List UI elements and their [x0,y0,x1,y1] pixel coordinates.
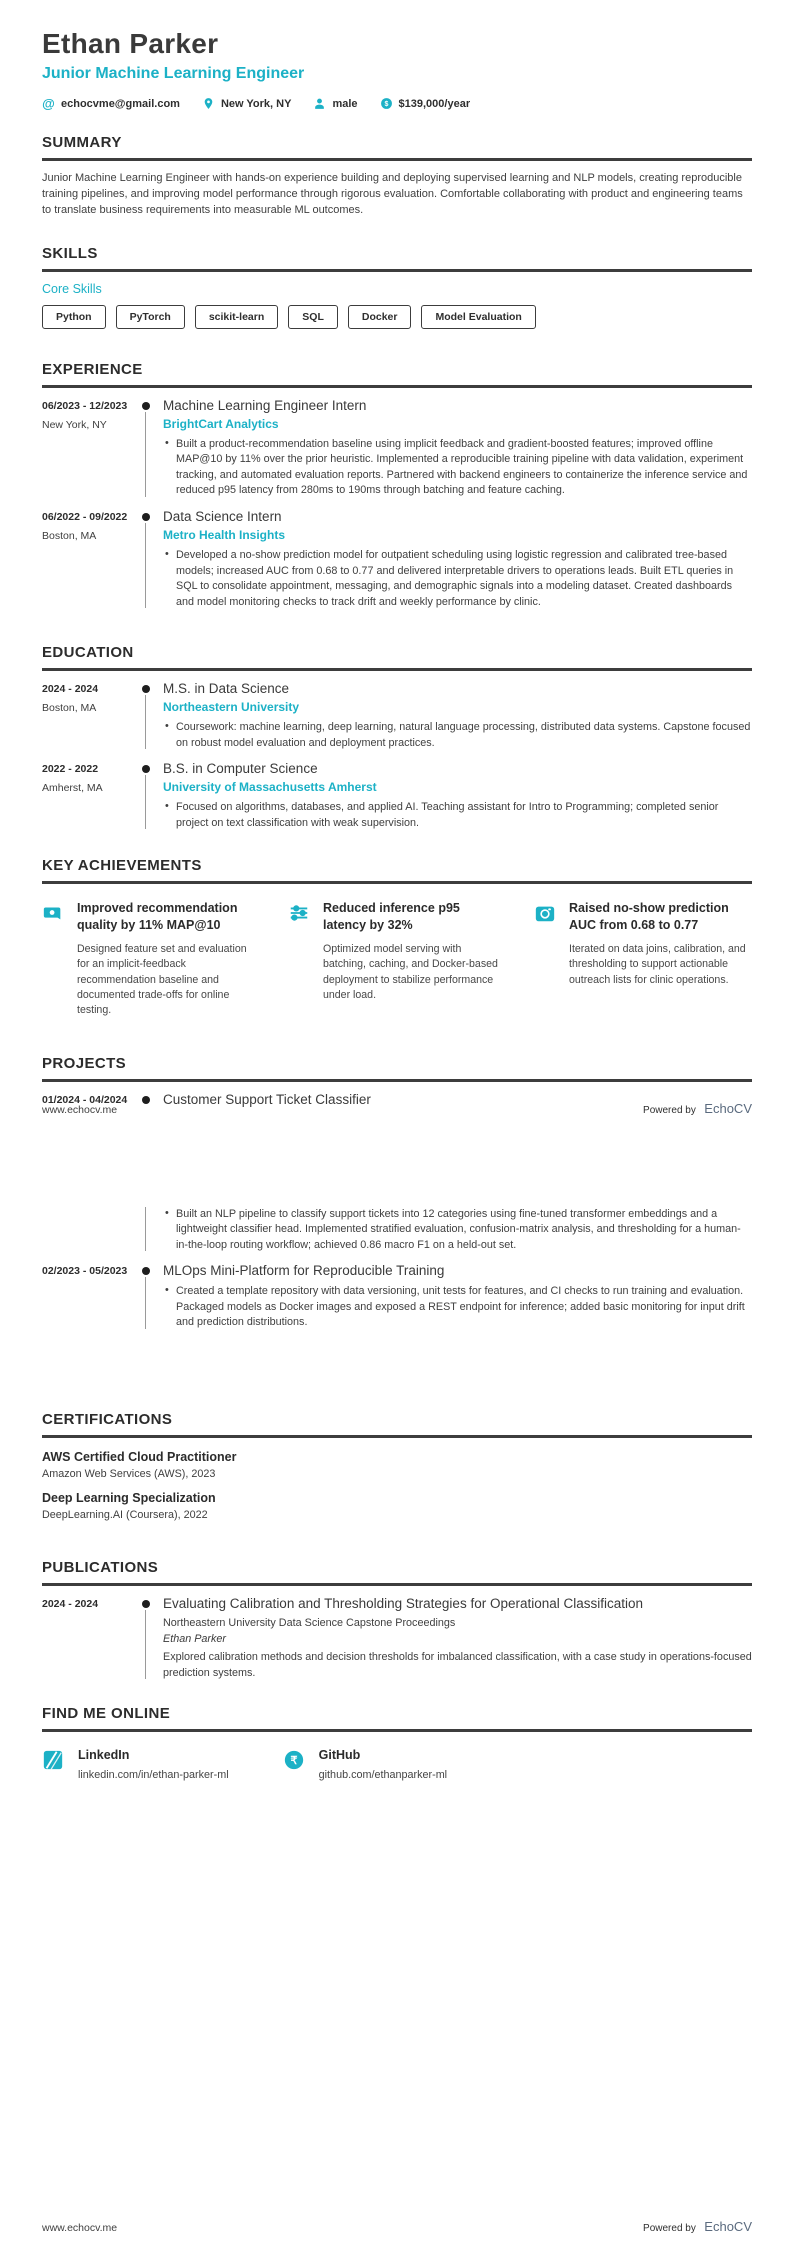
entry-location: Amherst, MA [42,782,103,795]
entry-bullet: • Developed a no-show prediction model for outpatient scheduling using logistic regression and calibrated tree-based models; increased AUC from 0.68 to 0.77 and delivered interpretable drivers to operations leads. Built ETL queries in SQL to consolidate appointment, messaging, and demographic signals into a modeling dataset. Created dashboards and model monitoring checks to track drift and weekly performance by clinic. [163,548,752,610]
projects-heading: PROJECTS [42,1055,752,1082]
publication-entry [42,1596,752,1681]
timeline-line [140,1207,155,1254]
education-entry [42,681,752,751]
skills-heading: SKILLS [42,245,752,272]
page1-footer [42,1100,752,1118]
entry-dates: 2022 - 2022 [42,763,99,776]
contact-email-text: echocvme@gmail.com [61,97,180,110]
project-bullet: • Built an NLP pipeline to classify support tickets into 12 categories using fine-tuned transformer embeddings and a lightweight classifier head. Implemented stratified evaluation, confusion-matrix analysis, and thresholding for a human-in-the-loop routing workflow; achieved 0.86 macro F1 on a held-out set. [163,1207,752,1254]
cash-icon [42,900,66,1018]
experience-section [42,361,752,610]
brand-link[interactable]: EchoCV [704,2219,752,2234]
entry-dates: 2024 - 2024 [42,1597,99,1610]
svg-text:₹: ₹ [290,1755,298,1768]
certification-item [42,1491,752,1521]
summary-section [42,134,752,219]
publications-section [42,1559,752,1681]
skill-chip: SQL [288,305,338,329]
entry-dates: 01/2024 - 04/2024 [42,1093,128,1106]
social-link-url[interactable]: linkedin.com/in/ethan-parker-ml [78,1769,229,1782]
skills-section [42,245,752,329]
job-title: Junior Machine Learning Engineer [42,65,305,82]
timeline-marker [140,1596,155,1681]
skill-chip: Docker [348,305,412,329]
experience-entry [42,509,752,610]
achievement-title: Reduced inference p95 latency by 32% [323,901,460,932]
achievement-text: Optimized model serving with batching, caching, and Docker-based deployment to stabilize performance under load. [323,942,498,1001]
certification-issuer: Amazon Web Services (AWS), 2023 [42,1467,216,1480]
contact-salary [380,97,471,110]
powered-by-label: Powered by [643,1105,696,1116]
skill-chip: Python [42,305,106,329]
location-icon [202,97,215,110]
social-link-github[interactable] [283,1748,512,1781]
projects-section [42,1055,752,1331]
achievement-title: Improved recommendation quality by 11% MAP@10 [77,901,238,932]
degree-title: M.S. in Data Science [163,681,290,697]
publication-description: Explored calibration methods and decision thresholds for imbalanced classification, with a case study in operations-focused prediction systems. [163,1650,752,1679]
certification-name: Deep Learning Specialization [42,1490,216,1505]
experience-heading: EXPERIENCE [42,361,752,388]
entry-bullet: • Built a product-recommendation baseline using implicit feedback and gradient-boosted features; improved offline MAP@10 by 11% over the prior heuristic. Implemented a reproducible training pipeline with data validation, experiment tracking, and automated evaluation reports. Partnered with backend engineers to containerize the inference service and reduced p95 latency from 280ms to 190ms through batching and feature caching. [163,437,752,499]
contact-gender [313,97,357,110]
resume-header [42,28,752,110]
entry-location: New York, NY [42,418,107,431]
find-me-online-heading: FIND ME ONLINE [42,1705,752,1732]
school-name: University of Massachusetts Amherst [163,780,377,795]
page2-footer [42,2218,752,2236]
salary-icon [380,97,393,110]
sliders-icon [288,900,312,1018]
project-title: Customer Support Ticket Classifier [163,1091,371,1107]
entry-dates: 06/2023 - 12/2023 [42,399,128,412]
social-link-url[interactable]: github.com/ethanparker-ml [318,1769,448,1782]
camera-icon [534,900,558,1018]
powered-by-label: Powered by [643,2223,696,2234]
entry-dates: 02/2023 - 05/2023 [42,1265,128,1278]
footer-site-link[interactable]: www.echocv.me [42,2222,118,2234]
entry-bullet: • Focused on algorithms, databases, and applied AI. Teaching assistant for Intro to Programming; completed senior project on text classification with weak supervision. [163,800,752,831]
achievement-title: Raised no-show prediction AUC from 0.68 to 0.77 [569,901,729,932]
linkedin-icon [42,1748,66,1781]
achievement-text: Designed feature set and evaluation for an implicit-feedback recommendation baseline and documented trade-offs for online testing. [77,942,247,1017]
skill-chip: PyTorch [116,305,185,329]
social-link-linkedin[interactable] [42,1748,271,1781]
entry-dates: 06/2022 - 09/2022 [42,511,128,523]
certification-item [42,1450,752,1480]
page-break-spacer [42,1107,752,1207]
person-icon [313,97,326,110]
achievement-item [42,900,260,1018]
achievement-text: Iterated on data joins, calibration, and thresholding to support actionable outreach lists for clinic operations. [569,942,746,986]
contact-location [202,97,292,110]
timeline-marker [140,398,155,499]
project-entry [42,1263,752,1331]
entry-company: BrightCart Analytics [163,416,279,431]
at-icon: @ [42,96,55,111]
key-achievements-section [42,857,752,1018]
entry-title: Data Science Intern [163,509,282,524]
project-entry-continued [42,1207,752,1254]
project-bullet: • Created a template repository with data versioning, unit tests for features, and CI checks to run training and evaluation. Packaged models as Docker images and exposed a REST endpoint for inference; added basic monitoring for input drift and prediction distributions. [163,1284,752,1331]
github-icon [283,1748,307,1781]
publication-title: Evaluating Calibration and Thresholding Strategies for Operational Classification [163,1595,644,1611]
certifications-section [42,1411,752,1521]
education-entry [42,761,752,831]
skill-chip: Model Evaluation [421,305,535,329]
entry-dates: 2024 - 2024 [42,683,99,696]
certification-name: AWS Certified Cloud Practitioner [42,1449,237,1464]
contact-email[interactable] [42,97,180,110]
achievements-grid [42,900,752,1018]
publications-heading: PUBLICATIONS [42,1559,752,1586]
entry-company: Metro Health Insights [163,528,286,542]
footer-site-link[interactable]: www.echocv.me [42,1104,118,1116]
contact-location-text: New York, NY [220,97,292,110]
entry-location: Boston, MA [42,702,97,715]
certifications-heading: CERTIFICATIONS [42,1411,752,1438]
entry-title: Machine Learning Engineer Intern [163,397,367,413]
social-link-label: LinkedIn [78,1748,130,1763]
social-link-label: GitHub [318,1748,361,1763]
timeline-marker [140,509,155,610]
timeline-marker [140,1263,155,1331]
contact-salary-text: $139,000/year [398,97,471,110]
project-title: MLOps Mini-Platform for Reproducible Training [163,1263,445,1279]
education-heading: EDUCATION [42,644,752,671]
person-name: Ethan Parker [42,28,219,59]
contact-gender-text: male [332,97,358,110]
find-me-online-section [42,1705,752,1781]
achievement-item [288,900,506,1018]
summary-text: Junior Machine Learning Engineer with hands-on experience building and deploying supervised learning and NLP models, creating reproducible training pipelines, and improving model performance through rigorous evaluation. Comfortable collaborating with product and engineering teams to translate business requirements into measurable ML outcomes. [42,172,743,216]
entry-location: Boston, MA [42,530,97,542]
education-section [42,644,752,831]
certification-issuer: DeepLearning.AI (Coursera), 2022 [42,1508,208,1521]
publication-venue: Northeastern University Data Science Capstone Proceedings [163,1616,456,1629]
publication-authors: Ethan Parker [163,1632,227,1645]
timeline-marker [140,681,155,751]
skills-chip-list [42,305,752,329]
brand-link[interactable]: EchoCV [704,1101,752,1116]
achievement-item [534,900,752,1018]
summary-heading: SUMMARY [42,134,752,161]
experience-entry [42,398,752,499]
key-achievements-heading: KEY ACHIEVEMENTS [42,857,752,884]
svg-text:$: $ [384,100,388,108]
timeline-marker [140,761,155,831]
degree-title: B.S. in Computer Science [163,761,318,777]
entry-bullet: • Coursework: machine learning, deep learning, natural language processing, distributed data systems. Capstone focused on robust model evaluation and deployment practices. [163,720,752,751]
skill-chip: scikit-learn [195,305,278,329]
skills-group-label: Core Skills [42,281,102,296]
school-name: Northeastern University [163,700,300,715]
contact-row [42,97,752,110]
